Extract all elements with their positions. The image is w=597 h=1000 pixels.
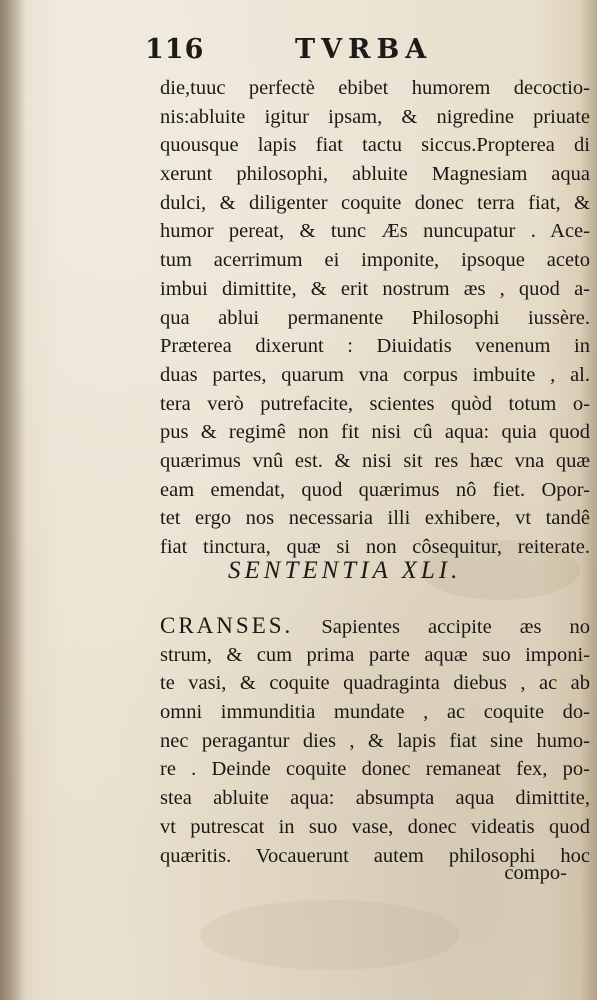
text-line: die,tuuc perfectè ebibet humorem decoctio- [160,77,590,99]
text-line: eam emendat, quod quærimus nô fiet. Opor- [160,478,590,501]
text-line: tera verò putrefacite, scientes quòd totum o- [160,392,590,415]
running-header [145,34,565,72]
text-line: omni immunditia mundate , ac coquite do- [160,701,590,724]
text-line: tet ergo nos necessaria illi exhibere, vt tandê [160,507,590,530]
text-line: strum, & cum prima parte aquæ suo imponi- [160,643,590,666]
text-line: imbui dimittite, & erit nostrum æs , quod a- [160,277,590,300]
text-line: tum acerrimum ei imponite, ipsoque aceto [160,249,590,272]
text-line: duas partes, quarum vna corpus imbuite , al. [160,363,590,386]
text-line: stea abluite aqua: absumpta aqua dimittite, [160,787,590,810]
running-title: TVRBA [295,34,433,65]
catchword: compo- [504,862,567,884]
text-block-two [160,612,590,870]
text-line: pus & regimê non fit nisi cû aqua: quia quod [160,421,590,444]
paper-stain [200,900,460,970]
page-gutter-shadow [0,0,26,1000]
text-line: fiat tinctura, quæ si non côsequitur, reiterate. [160,536,590,558]
text-line: dulci, & diligenter coquite donec terra fiat, & [160,191,590,214]
section-heading: SENTENTIA XLI. [228,557,462,584]
first-line-rest: Sapientes accipite æs no [293,616,590,638]
text-line: te vasi, & coquite quadraginta diebus , ac ab [160,672,590,695]
page-number: 116 [145,34,205,65]
text-line: nec peragantur dies , & lapis fiat sine humo- [160,729,590,752]
text-line: quærimus vnû est. & nisi sit res hæc vna quæ [160,449,590,472]
text-line: re . Deinde coquite donec remaneat fex, po- [160,758,590,781]
text-line: xerunt philosophi, abluite Magnesiam aqua [160,163,590,186]
text-line: qua ablui permanente Philosophi iussère. [160,306,590,329]
text-line [160,612,590,641]
speaker-name: CRANSES. [160,613,294,638]
text-line: quæritis. Vocauerunt autem philosophi hoc [160,844,590,867]
text-line: nis:abluite igitur ipsam, & nigredine priuate [160,105,590,128]
text-line: Præterea dixerunt : Diuidatis venenum in [160,335,590,358]
text-line: humor pereat, & tunc Æs nuncupatur . Ace- [160,220,590,243]
text-line: quousque lapis fiat tactu siccus.Propterea di [160,134,590,157]
text-line: vt putrescat in suo vase, donec videatis quod [160,815,590,838]
text-block-one [160,74,590,562]
